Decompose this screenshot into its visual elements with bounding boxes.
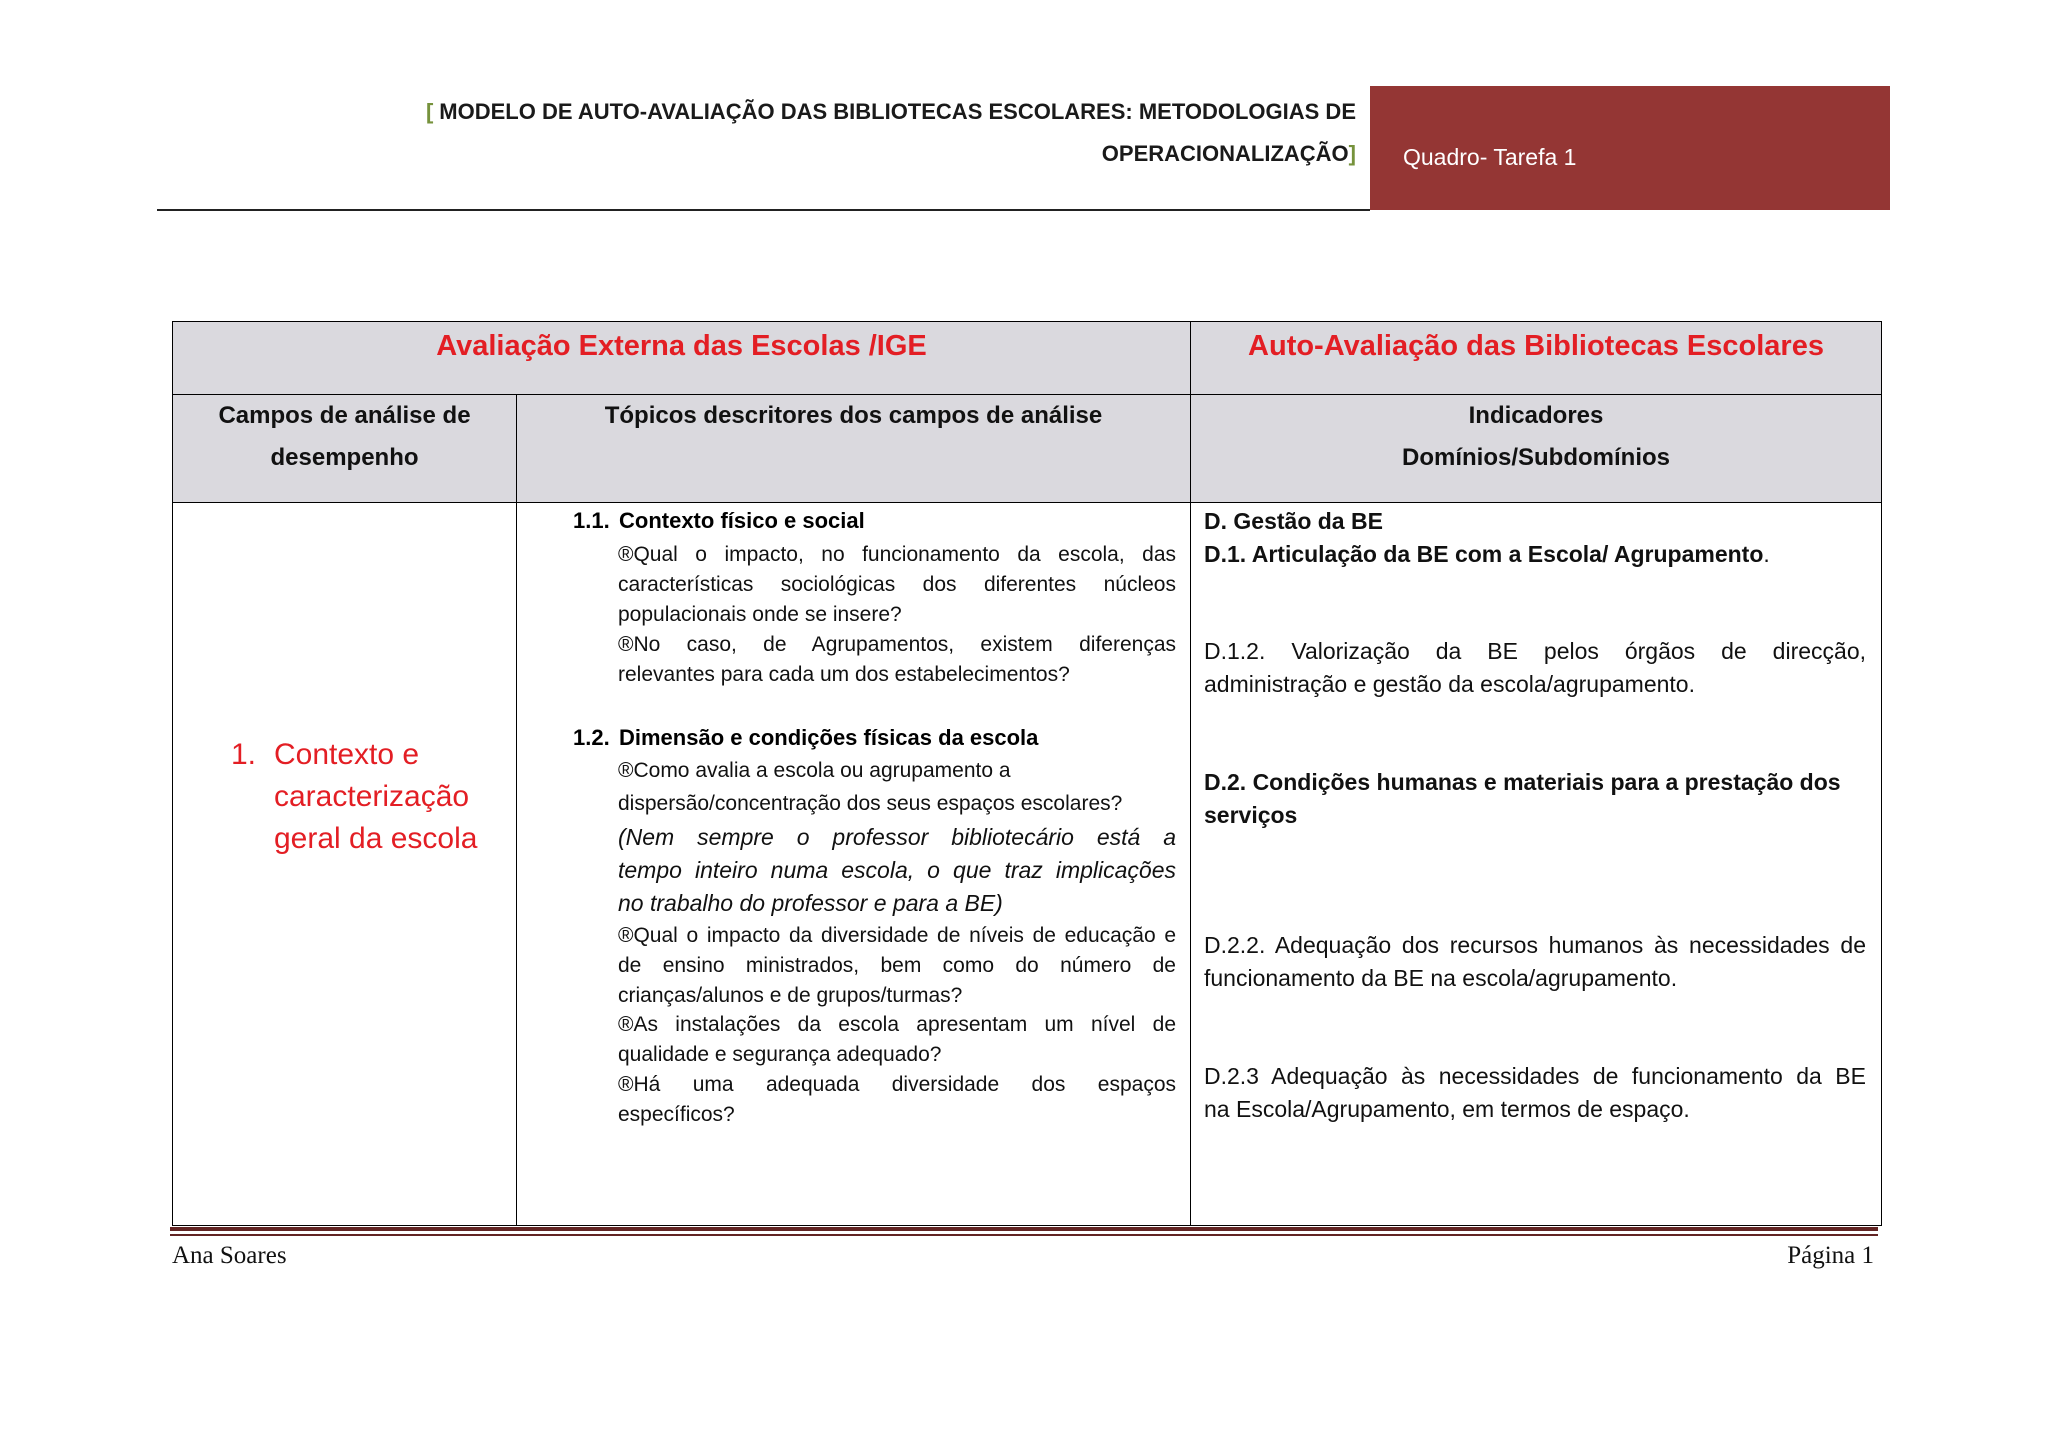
column-header-topicos-line-1: Tópicos descritores dos campos de análise	[604, 402, 1103, 429]
column-header-campos	[172, 394, 516, 502]
header-rule	[157, 209, 1370, 211]
text-line: características sociológicas dos diferentes núcleos	[618, 573, 1176, 596]
text-line: qualidade e segurança adequado?	[618, 1043, 942, 1067]
group-header-self-label: Auto-Avaliação das Bibliotecas Escolares	[1248, 330, 1824, 362]
column-header-topicos-label	[517, 395, 1190, 437]
column-header-indicadores-line-2: Domínios/Subdomínios	[1402, 444, 1670, 471]
indicator-d1-text: D.1. Articulação da BE com a Escola/ Agrupamento	[1204, 541, 1764, 567]
text-line: D.2.2. Adequação dos recursos humanos às necessidades de	[1204, 932, 1866, 958]
topic-number: 1.2.	[573, 725, 610, 750]
text-line: ®Como avalia a escola ou agrupamento a	[618, 759, 1011, 782]
topic-number: 1.1.	[573, 508, 610, 533]
column-header-indicadores	[1190, 394, 1881, 502]
header-bracket-close: ]	[1348, 141, 1356, 166]
text-line: crianças/alunos e de grupos/turmas?	[618, 983, 963, 1007]
comparison-table	[172, 321, 1882, 1226]
indicadores-cell	[1190, 502, 1881, 1225]
column-header-campos-line-2: desempenho	[270, 444, 419, 471]
text-line: no trabalho do professor e para a BE)	[618, 890, 1003, 916]
topic-title: Contexto físico e social	[619, 508, 865, 533]
header-title-text-2: OPERACIONALIZAÇÃO	[1101, 141, 1349, 166]
column-header-campos-label	[173, 395, 516, 479]
text-line: funcionamento da BE na escola/agrupamento.	[1204, 965, 1678, 991]
indicator-d2	[1204, 766, 1866, 832]
text-line: ®Há uma adequada diversidade dos espaços	[618, 1072, 1176, 1096]
footer-author: Ana Soares	[172, 1242, 287, 1269]
header-bracket-open: [	[425, 99, 434, 124]
campo-cell	[172, 502, 516, 1225]
campo-title-line: geral da escola	[274, 822, 478, 855]
indicator-heading: D. Gestão da BE	[1204, 508, 1383, 534]
footer-rule-thin	[170, 1234, 1878, 1236]
topic-heading-1-2	[573, 722, 1038, 754]
column-header-topicos	[516, 394, 1190, 502]
topic-1-1-questions	[618, 540, 1176, 690]
text-line: ®Qual o impacto da diversidade de níveis de educação e	[618, 924, 1176, 947]
campo-title	[274, 734, 477, 860]
topicos-cell	[516, 502, 1190, 1225]
text-line: administração e gestão da escola/agrupamento.	[1204, 671, 1695, 697]
text-line: serviços	[1204, 802, 1298, 828]
campo-number: 1.	[231, 738, 257, 771]
indicator-d23	[1204, 1060, 1866, 1126]
topic-title: Dimensão e condições físicas da escola	[619, 725, 1039, 750]
indicator-d22	[1204, 929, 1866, 995]
text-line: D.1.2. Valorização da BE pelos órgãos de direcção,	[1204, 638, 1866, 664]
column-header-indicadores-line-1: Indicadores	[1468, 402, 1604, 429]
group-header-self	[1190, 321, 1881, 394]
header-title-text-1: MODELO DE AUTO-AVALIAÇÃO DAS BIBLIOTECAS ESCOLARES: METODOLOGIAS DE	[439, 99, 1356, 124]
text-line: relevantes para cada um dos estabelecimentos?	[618, 663, 1070, 686]
campo-title-line: Contexto e	[274, 738, 420, 771]
header-tag-box	[1370, 86, 1890, 210]
indicator-d1-period: .	[1763, 541, 1770, 567]
text-line: D.2. Condições humanas e materiais para a prestação dos	[1204, 769, 1841, 795]
document-header-title	[157, 91, 1356, 175]
text-line: na Escola/Agrupamento, em termos de espaço.	[1204, 1096, 1690, 1122]
topic-heading-1-1	[573, 505, 865, 537]
footer-page-number: Página 1	[1787, 1242, 1874, 1269]
column-header-indicadores-label	[1191, 395, 1881, 479]
footer-rule-thick	[170, 1227, 1878, 1231]
text-line: ®No caso, de Agrupamentos, existem diferenças	[618, 633, 1176, 656]
group-header-external	[172, 321, 1190, 394]
header-title-line-1	[157, 91, 1356, 133]
indicator-d12	[1204, 635, 1866, 701]
header-tag-label: Quadro- Tarefa 1	[1403, 144, 1577, 170]
text-line: de ensino ministrados, bem como do número de	[618, 953, 1176, 977]
text-line: ®As instalações da escola apresentam um nível de	[618, 1013, 1176, 1037]
text-line: dispersão/concentração dos seus espaços escolares?	[618, 792, 1123, 815]
text-line: populacionais onde se insere?	[618, 603, 902, 626]
header-title-line-2	[157, 133, 1356, 175]
topic-1-2-questions-a	[618, 754, 1176, 820]
campo-title-line: caracterização	[274, 780, 470, 813]
group-header-external-label: Avaliação Externa das Escolas /IGE	[436, 330, 927, 362]
indicator-d	[1204, 505, 1866, 571]
text-line: ®Qual o impacto, no funcionamento da escola, das	[618, 543, 1176, 566]
text-line: D.2.3 Adequação às necessidades de funcionamento da BE	[1204, 1063, 1866, 1089]
column-header-campos-line-1: Campos de análise de	[218, 402, 471, 429]
text-line: tempo inteiro numa escola, o que traz implicações	[618, 857, 1176, 883]
topic-1-2-note	[618, 821, 1176, 920]
text-line: (Nem sempre o professor bibliotecário está a	[618, 824, 1176, 850]
topic-1-2-questions-b	[618, 921, 1176, 1130]
text-line: específicos?	[618, 1102, 735, 1126]
indicator-d1	[1204, 538, 1866, 571]
